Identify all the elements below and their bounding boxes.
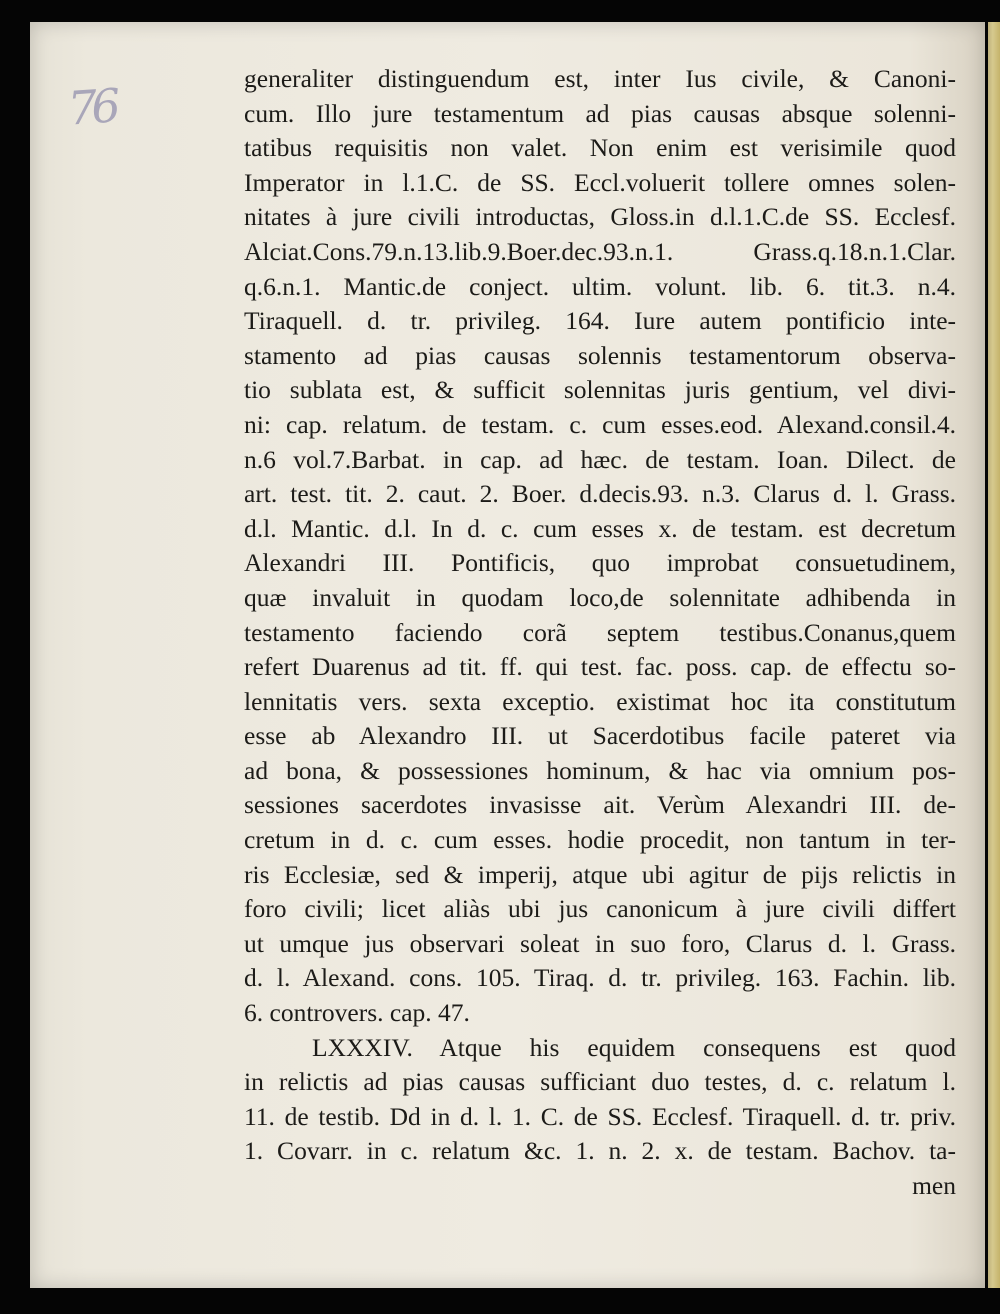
- text-line: q.6.n.1. Mantic.de conject. ultim. volunt. lib. 6. tit.3. n.4.: [244, 271, 956, 301]
- page-number: 76: [66, 78, 117, 136]
- text-line: in relictis ad pias causas sufficiant duo testes, d. c. relatum l.: [244, 1067, 956, 1097]
- text-line: quæ invaluit in quodam loco,de solennitate adhibenda in: [244, 582, 956, 612]
- text-line: ad bona, & possessiones hominum, & hac via omnium pos-: [244, 755, 956, 785]
- text-line: esse ab Alexandro III. ut Sacerdotibus facile pateret via: [244, 721, 956, 751]
- text-line: d. l. Alexand. cons. 105. Tiraq. d. tr. privileg. 163. Fachin. lib.: [244, 963, 956, 993]
- text-line: ris Ecclesiæ, sed & imperij, atque ubi agitur de pijs relictis in: [244, 859, 956, 889]
- text-line: Tiraquell. d. tr. privileg. 164. Iure autem pontificio inte-: [244, 306, 956, 336]
- text-line: tio sublata est, & sufficit solennitas juris gentium, vel divi-: [244, 375, 956, 405]
- text-line: Imperator in l.1.C. de SS. Eccl.voluerit tollere omnes solen-: [244, 167, 956, 197]
- text-line: ni: cap. relatum. de testam. c. cum esses.eod. Alexand.consil.4.: [244, 409, 956, 439]
- text-line: sessiones sacerdotes invasisse ait. Verùm Alexandri III. de-: [244, 790, 956, 820]
- text-line: cretum in d. c. cum esses. hodie procedit, non tantum in ter-: [244, 825, 956, 855]
- text-line: refert Duarenus ad tit. ff. qui test. fac. poss. cap. de effectu so-: [244, 652, 956, 682]
- text-line: n.6 vol.7.Barbat. in cap. ad hæc. de testam. Ioan. Dilect. de: [244, 444, 956, 474]
- text-line: generaliter distinguendum est, inter Ius civile, & Canoni-: [244, 64, 956, 93]
- text-line: 6. controvers. cap. 47.: [244, 998, 470, 1028]
- text-line: Alexandri III. Pontificis, quo improbat consuetudinem,: [244, 548, 956, 578]
- catchword: men: [912, 1171, 956, 1200]
- text-line: 11. de testib. Dd in d. l. 1. C. de SS. Ecclesf. Tiraquell. d. tr. priv.: [244, 1101, 956, 1131]
- text-line: foro civili; licet aliàs ubi jus canonicum à jure civili differt: [244, 894, 956, 924]
- text-line: art. test. tit. 2. caut. 2. Boer. d.decis.93. n.3. Clarus d. l. Grass.: [244, 479, 956, 509]
- text-line: lennitatis vers. sexta exceptio. existimat hoc ita constitutum: [244, 686, 956, 716]
- page-edge-strip: [988, 22, 1000, 1288]
- text-line: 1. Covarr. in c. relatum &c. 1. n. 2. x. de testam. Bachov. ta-: [244, 1136, 956, 1166]
- text-line: cum. Illo jure testamentum ad pias causas absque solenni-: [244, 98, 956, 128]
- text-line: d.l. Mantic. d.l. In d. c. cum esses x. de testam. est decretum: [244, 513, 956, 543]
- text-line: stamento ad pias causas solennis testamentorum observa-: [244, 340, 956, 370]
- text-line: testamento faciendo corã septem testibus.Conanus,quem: [244, 617, 956, 647]
- text-line: Alciat.Cons.79.n.13.lib.9.Boer.dec.93.n.1. Grass.q.18.n.1.Clar.: [244, 236, 956, 266]
- text-line: ut umque jus observari soleat in suo foro, Clarus d. l. Grass.: [244, 928, 956, 958]
- body-text: [244, 62, 956, 1204]
- paragraph-start-line: LXXXIV. Atque his equidem consequens est quod: [312, 1032, 956, 1062]
- text-line: tatibus requisitis non valet. Non enim est verisimile quod: [244, 133, 956, 163]
- text-line: nitates à jure civili introductas, Gloss.in d.l.1.C.de SS. Ecclesf.: [244, 202, 956, 232]
